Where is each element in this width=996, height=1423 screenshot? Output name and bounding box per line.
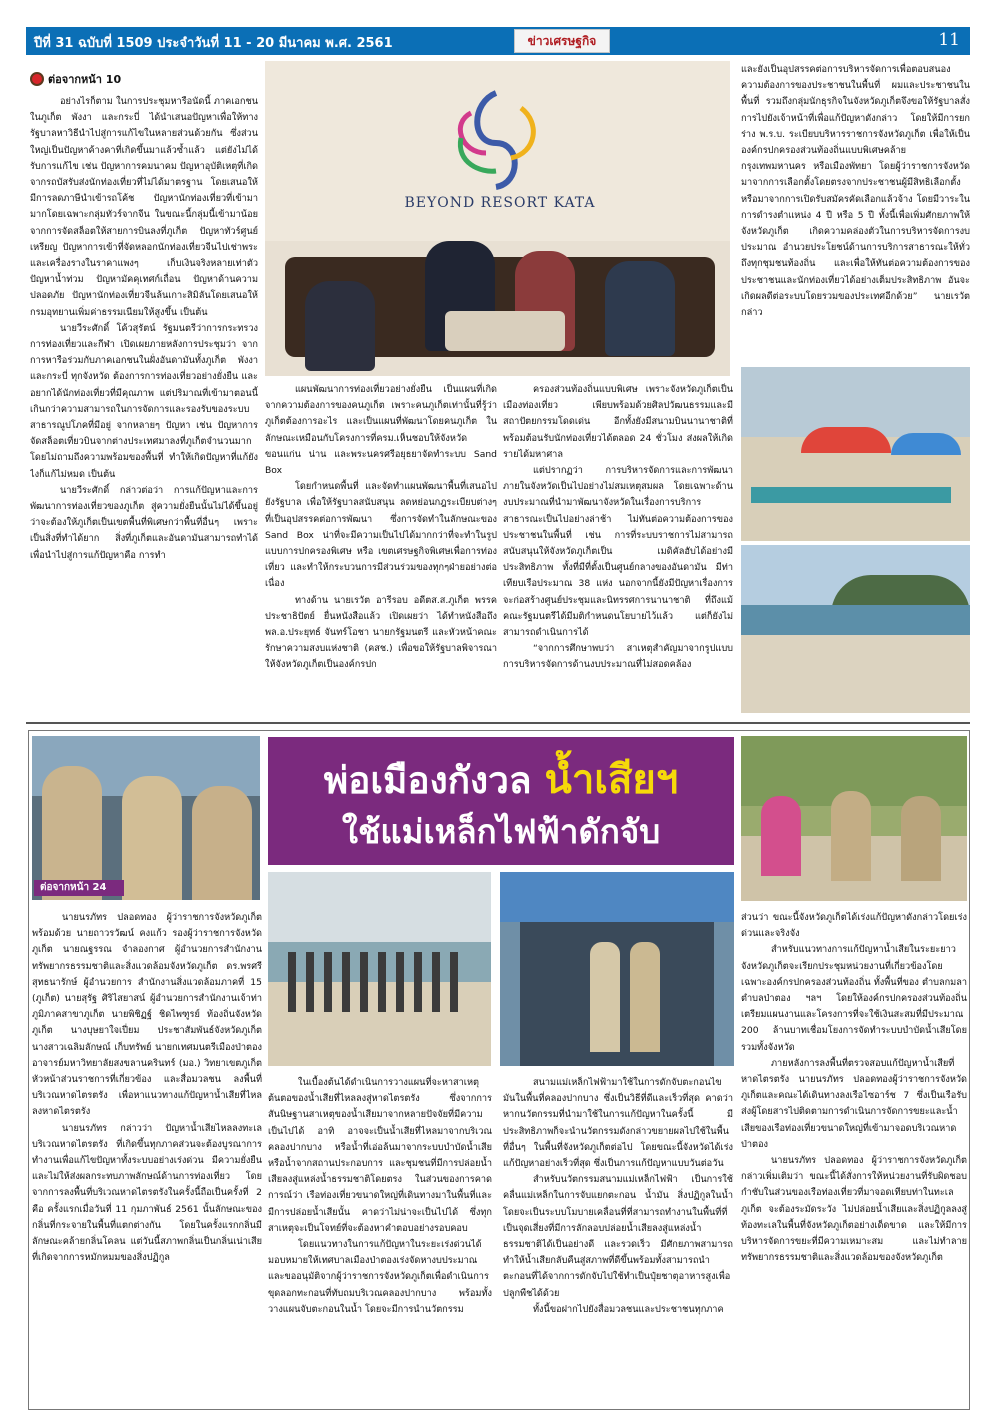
page-header-bar [26,27,970,55]
paragraph: สนามแม่เหล็กไฟฟ้ามาใช้ในการดักจับตะกอนไขมันในพื้นที่คลองปากบาง ซึ่งเป็นวิธีที่ดีและเร็วที่สุด คาดว่าหากนวัตกรรมที่นำมาใช้ในการแก้ปัญหาในครั้งนี้ มีประสิทธิภาพก็จะนำนวัตกรรมดังกล่าวขยายผลไปใช้ในพื้นที่อื่นๆ ในพื้นที่จังหวัดภูเก็ตต่อไป โดยขณะนี้จังหวัดได้เร่งแก้ปัญหาอย่างเร็วที่สุด ซึ่งเป็นการแก้ปัญหาแบบวันต่อวัน [503,1077,733,1170]
paragraph: ทางด้าน นายเรวัต อารีรอบ อดีตส.ส.ภูเก็ต พรรคประชาธิปัตย์ ยื่นหนังสือแล้ว เปิดเผยว่า ได้ทำหนังสือถึงพล.อ.ประยุทธ์ จันทร์โอชา นายกรัฐมนตรี และหัวหน้าคณะรักษาความสงบแห่งชาติ (คสช.) เพื่อขอให้รัฐบาลพิจารณาให้จังหวัดภูเก็ตเป็นองค์กรปก [265,594,497,671]
paragraph: นายนรภัทร กล่าวว่า ปัญหาน้ำเสียไหลลงทะเลบริเวณหาดไตรตรัง ที่เกิดขึ้นทุกภาคส่วนจะต้องบูรณาการทำงานเพื่อแก้ไขปัญหาทั้งระบบอย่างเร่งด่วน มีความยั่งยืน และไม่ให้ส่งผลกระทบภาพลักษณ์ด้านการท่องเที่ยว โดยจากการลงพื้นที่บริเวณหาดไตรตรังในครั้งนี้ถือเป็นครั้งที่ 2 คือ ครั้งแรกเมื่อวันที่ 11 กุมภาพันธ์ 2561 นั้นลักษณะของกลิ่นที่กระจายในพื้นที่แตกต่างกัน โดยในครั้งแรกกลิ่นมีลักษณะคล้ายกลิ่นโคลน แต่วันนี้สภาพกลิ่นเป็นกลิ่นเน่าเสียที่เกิดจากการหมักหมมของสิ่งปฏิกูล [32,1122,262,1264]
paragraph: สำหรับแนวทางการแก้ปัญหาน้ำเสียในระยะยาวจังหวัดภูเก็ตจะเรียกประชุมหน่วยงานที่เกี่ยวข้องโดยเฉพาะองค์กรปกครองส่วนท้องถิ่น ทั้งพื้นที่ของ ตำบลกมลา ตำบลป่าตอง ฯลฯ โดยให้องค์กรปกครองส่วนท้องถิ่น เตรียมแผนงานและโครงการที่จะใช้เงินสะสมที่มีประมาณ 200 ล้านบาทเชื่อมโยงการจัดทำระบบบำบัดน้ำเสียโดยรวมทั้งจังหวัด [741,944,967,1053]
headline-accent: น้ำเสียฯ [544,757,679,803]
headline-text: พ่อเมืองกังวล [323,759,532,802]
pier-walkway-photo [500,872,734,1066]
article-column-1 [30,94,258,714]
beach-umbrellas-photo [741,367,970,541]
article-column-4 [741,62,970,362]
masthead-logo-text: ข่าวเศรษฐกิจ [527,34,597,48]
officials-on-boat-photo [32,736,260,900]
feature-column-3 [503,1075,733,1406]
paragraph: สำหรับนวัตกรรมสนามแม่เหล็กไฟฟ้า เป็นการใช้คลื่นแม่เหล็กในการจับแยกตะกอน น้ำมัน สิ่งปฏิกูลในน้ำ โดยจะเป็นระบบโมบายเคลื่อนที่ที่สามารถทำงานในพื้นที่ที่เป็นจุดเสี่ยงที่มีการลักลอบปล่อยน้ำเสียลงสู่แหล่งน้ำธรรมชาติได้เป็นอย่างดี และรวดเร็ว มีศักยภาพสามารถทำให้น้ำเสียกลับคืนสู่สภาพที่ดีขึ้นพร้อมทั้งสามารถนำตะกอนที่ได้จากการดักจับไปใช้ทำเป็นปุ๋ยชาตุอาหารสูงเพื่อปลูกพืชได้ด้วย [503,1174,733,1299]
feature-column-4 [741,910,967,1406]
issue-line: ปีที่ 31 ฉบับที่ 1509 ประจำวันที่ 11 - 20 มีนาคม พ.ศ. 2561 [34,36,393,51]
continued-label: ต่อจากหน้า 10 [48,72,122,86]
article-column-2 [265,382,497,714]
masthead-logo [514,29,610,53]
bullet-icon [30,72,44,86]
article-column-3 [503,382,733,714]
paragraph: ในเบื้องต้นได้ดำเนินการวางแผนที่จะหาสาเหตุต้นตอของน้ำเสียที่ไหลลงสู่หาดไตรตรัง ซึ่งจากการสันนิษฐานสาเหตุของน้ำเสียมาจากหลายปัจจัยที่มีความเป็นไปได้ อาทิ อาจจะเป็นน้ำเสียที่ไหลมาจากบริเวณคลองปากบาง หรือน้ำที่เอ่อล้นมาจากระบบบำบัดน้ำเสีย หรือน้ำจากสถานประกอบการ และชุมชนที่มีการปล่อยน้ำเสียลงสู่แหล่งน้ำธรรมชาติโดยตรง ในส่วนของการคาดการณ์ว่า เรือท่องเที่ยวขนาดใหญ่ที่เดินทางมาในพื้นที่และมีการปล่อยน้ำเสียนั้น คาดว่าไม่น่าจะเป็นไปได้ ซึ่งทุกสาเหตุจะเป็นโจทย์ที่จะต้องหาคำตอบอย่างรอบคอบ [268,1077,492,1234]
feature-headline [268,737,734,865]
paragraph: อย่างไรก็ตาม ในการประชุมหารือนัดนี้ ภาคเอกชนในภูเก็ต พังงา และกระบี่ ได้นำเสนอปัญหาเพื่อให้ทางรัฐบาลหาวิธีนำไปสู่การแก้ไขในหลายส่วนด้วยกัน ซึ่งส่วนใหญ่เป็นปัญหาค้างคาที่เกิดขึ้นมาแล้วซ้ำแล้ว แต่ยังไม่ได้รับการแก้ไข เช่น ปัญหาการคมนาคม ปัญหาอุบัติเหตุที่เกิดจากรถบัสรับส่งนักท่องเที่ยวที่ไม่ได้มาตรฐาน โดยเสนอให้มีการลดภาษีนำเข้ารถโค้ช ปัญหานักท่องเที่ยวที่เข้ามามากโดยเฉพาะกลุ่มทัวร์จากจีน ในขณะนี้กลุ่มนี้เข้ามาน้อยจากการจัดสล็อตให้สายการบินลงที่ภูเก็ต ปัญหาทัวร์ศูนย์เหรียญ ปัญหาการเข้าที่จัดหลอกนักท่องเที่ยวจีนไปเช่าพระ และเครื่องรางในราคาแพงๆ เก็บเงินจริงหลายเท่าตัว ปัญหาน้ำท่วม ปัญหามัคคุเทศก์เถื่อน ปัญหาด้านความปลอดภัย ปัญหานักท่องเที่ยวจีนล้นเกาะสิมิลันโดยเสนอให้กรมอุทยานเพิ่มค่าธรรมเนียมให้สูงขึ้น เป็นต้น [30,96,258,318]
paragraph: นายนรภัทร ปลอดทอง ผู้ว่าราชการจังหวัดภูเก็ต พร้อมด้วย นายถาวรวัฒน์ คงแก้ว รองผู้ว่าราชการจังหวัดภูเก็ต นายณฐรรณ จำลองกาศ ผู้อำนวยการสำนักงานทรัพยากรธรรมชาติและสิ่งแวดล้อมจังหวัดภูเก็ต ดร.พรศรี สุทธนารักษ์ ผู้อำนวยการ สำนักงานสิ่งแวดล้อมภาคที่ 15 (ภูเก็ต) นายสุรัฐ ศิริไสยาสน์ ผู้อำนวยการสำนักงานเจ้าท่า ภูมิภาคสาขาภูเก็ต นายพิชิฏฐ์ ชิดไพฑูรย์ ท้องถิ่นจังหวัดภูเก็ต นางบุษยาใจเปี่ยม ประชาสัมพันธ์จังหวัดภูเก็ต นางสาวเฉลิมลักษณ์ เก็บทรัพย์ นายกเทศมนตรีเมืองป่าตอง อาจารย์มหาวิทยาลัยสงขลานครินทร์ (มอ.) วิทยาเขตภูเก็ต หัวหน้าส่วนราชการที่เกี่ยวข้อง และสื่อมวลชน ลงพื้นที่บริเวณหาดไตรตรัง เพื่อหาแนวทางแก้ปัญหาน้ำเสียที่ไหลลงหาดไตรตรัง [32,912,262,1118]
resort-logo-text: BEYOND RESORT KATA [404,195,596,211]
paragraph: โดยกำหนดพื้นที่ และจัดทำแผนพัฒนาพื้นที่เสนอไปยังรัฐบาล เพื่อให้รัฐบาลสนับสนุน ลดหย่อนกฎระเบียบต่างๆ ที่เป็นอุปสรรคต่อการพัฒนา ซึ่งการจัดทำในลักษณะของ Sand Box น่าที่จะมีความเป็นไปได้มากกว่าที่จะทำในรูปแบบการปกครองพิเศษ หรือ เขตเศรษฐกิจพิเศษเพื่อการท่องเที่ยว และทำให้กระบวนการมีส่วนร่วมของทุกๆฝ่ายอย่างต่อเนื่อง [265,481,497,590]
crowded-beach-photo [741,545,970,713]
paragraph: ครองส่วนท้องถิ่นแบบพิเศษ เพราะจังหวัดภูเก็ตเป็นเมืองท่องเที่ยว เพียบพร้อมด้วยศิลปวัฒนธรรมและมีสถาปัตยกรรมโดดเด่น อีกทั้งยังมีสนามบินนานาชาติที่พร้อมต้อนรับนักท่องเที่ยวได้ตลอด 24 ชั่วโมง ส่งผลให้เกิดรายได้มหาศาล [503,384,733,460]
resort-logo-icon [441,83,551,193]
continued-tag: ต่อจากหน้า 24 [34,880,124,896]
paragraph: นายวีระศักดิ์ กล่าวต่อว่า การแก้ปัญหาและการพัฒนาการท่องเที่ยวของภูเก็ต สู่ความยั่งยืนนั้นไม่ได้ขึ้นอยู่ว่าจะต้องให้ภูเก็ตเป็นเขตพื้นที่พิเศษกว่าพื้นที่อื่นๆ เพราะเป็นสิ่งที่ทำได้ยาก สิ่งที่ภูเก็ตและอันดามันสามารถทำได้เพื่อนำไปสู่การแก้ปัญหาคือ การทำ [30,484,258,561]
resort-meeting-photo [265,61,730,376]
paragraph: ส่วนว่า ขณะนี้จังหวัดภูเก็ตได้เร่งแก้ปัญหาดังกล่าวโดยเร่งด่วนและจริงจัง [741,912,967,940]
site-inspection-photo [741,736,967,901]
paragraph: โดยแนวทางในการแก้ปัญหาในระยะเร่งด่วนได้มอบหมายให้เทศบาลเมืองป่าตองเร่งจัดหางบประมาณ และขออนุมัติจากผู้ว่าราชการจังหวัดภูเก็ตเพื่อดำเนินการขุดลอกทะกอนที่ทับถมบริเวณคลองปากบาง พร้อมทั้งวางแผนจับตะกอนในน้ำ โดยจะมีการนำนวัตกรรม [268,1239,492,1315]
headline-line-1 [268,747,734,811]
shore-inspection-photo [268,872,491,1066]
paragraph: นายวีระศักดิ์ โค้วสุรัตน์ รัฐมนตรีว่าการกระทรวงการท่องเที่ยวและกีฬา เปิดเผยภายหลังการประชุมว่า จากการหารือร่วมกับภาคเอกชนในฝั่งอันดามันทั้งภูเก็ต พังงา และกระบี่ ทุกจังหวัด ต้องการการท่องเที่ยวอย่างยั่งยืน และอยากได้นักท่องเที่ยวที่มีคุณภาพ แต่ปริมาณที่เข้ามาตอนนี้เกินกว่าความสามารถในการจัดการและรองรับของระบบสาธารณูปโภคที่มีอยู่ จากหลายๆ ปัญหา เช่น ปัญหาการจัดสล็อตเที่ยวบินจากต่างประเทศมาลงที่ภูเก็ตจำนวนมาก โดยไม่ถามถึงความพร้อมของพื้นที่ ทำให้เกิดปัญหาที่แก้ยังไงก็แก้ไม่หมด เป็นต้น [30,322,258,480]
continued-badge [30,68,121,88]
paragraph: นายนรภัทร ปลอดทอง ผู้ว่าราชการจังหวัดภูเก็ต กล่าวเพิ่มเติมว่า ขณะนี้ได้สั่งการให้หน่วยงานที่รับผิดชอบกำชับในส่วนของเรือท่องเที่ยวที่มาจอดเทียบท่าในทะเลภูเก็ต จะต้องระมัดระวัง ไม่ปล่อยน้ำเสียและสิ่งปฏิกูลลงสู่ท้องทะเลในพื้นที่จังหวัดภูเก็ตอย่างเด็ดขาด และให้มีการบริหารจัดการขยะที่มีความเหมาะสม และไม่ทำลายทรัพยากรธรรมชาติและสิ่งแวดล้อมของจังหวัดภูเก็ต [741,1155,967,1264]
headline-line-2: ใช้แม่เหล็กไฟฟ้าดักจับ [341,812,661,851]
feature-column-2 [268,1075,492,1406]
paragraph: และยังเป็นอุปสรรคต่อการบริหารจัดการเพื่อตอบสนองความต้องการของประชาชนในพื้นที่ ผมและประชาชนในพื้นที่ รวมถึงกลุ่มนักธุรกิจในจังหวัดภูเก็ตจึงขอให้รัฐบาลสั่งการไปยังเจ้าหน้าที่เพื่อแก้ปัญหาดังกล่าว โดยให้มีการยกร่าง พ.ร.บ. ระเบียบบริหารราชการจังหวัดภูเก็ต เพื่อให้เป็นองค์กรปกครองส่วนท้องถิ่นแบบพิเศษคล้ายกรุงเทพมหานคร หรือเมืองพัทยา โดยผู้ว่าราชการจังหวัดมาจากการเลือกตั้งโดยตรงจากประชาชนผู้มีสิทธิเลือกตั้ง หรือมาจากการเปิดรับสมัครคัดเลือกแล้วจ้าง โดยมีวาระในการดำรงตำแหน่ง 4 ปี หรือ 5 ปี ทั้งนี้เพื่อเพิ่มศักยภาพให้จังหวัดภูเก็ต เกิดความคล่องตัวในการบริหารจัดการงบประมาณ อำนวยประโยชน์ด้านการบริการสาธารณะให้ทั่วถึงทุกชุมชนท้องถิ่น และเพื่อให้ทันต่อความต้องการของประชาชนและนักท่องเที่ยวได้อย่างเต็มประสิทธิภาพ อันจะเกิดผลดีต่อระบบโดยรวมของประเทศอีกด้วย” นายเรวัตกล่าว [741,64,970,319]
paragraph: “จากการศึกษาพบว่า สาเหตุสำคัญมาจากรูปแบบการบริหารจัดการด้านงบประมาณที่ไม่สอดคล้อง [503,643,733,671]
paragraph: แผนพัฒนาการท่องเที่ยวอย่างยั่งยืน เป็นแผนที่เกิดจากความต้องการของคนภูเก็ต เพราะคนภูเก็ตเท่านั้นที่รู้ว่าภูเก็ตต้องการอะไร และเป็นแผนที่พัฒนาโดยคนภูเก็ต ในลักษณะเหมือนกับโครงการที่ครม.เห็นชอบให้จังหวัดขอนแก่น น่าน และพระนครศรีอยุธยาจัดทำระบบ Sand Box [265,384,497,477]
paragraph: แต่ปรากฏว่า การบริหารจัดการและการพัฒนาภายในจังหวัดเป็นไปอย่างไม่สมเหตุสมผล โดยเฉพาะด้านงบประมาณที่นำมาพัฒนาจังหวัดในเรื่องการบริการสาธารณะเป็นไปอย่างล่าช้า ไม่ทันต่อความต้องการของประชาชนในพื้นที่ เช่น การที่ระบบราชการไม่สามารถสนับสนุนให้จังหวัดภูเก็ตเป็น เมดิคัลฮับได้อย่างมีประสิทธิภาพ ทั้งที่มีที่ตั้งเป็นศูนย์กลางของอันดามัน มีท่าเทียบเรือประมาณ 38 แห่ง นอกจากนี้ยังมีปัญหาเรื่องการจะก่อสร้างศูนย์ประชุมและนิทรรศการนานาชาติ ที่ถึงแม้คณะรัฐมนตรีได้มีมติกำหนดนโยบายไว้แล้ว แต่ก็ยังไม่สามารถดำเนินการได้ [503,465,733,639]
page-number: 11 [938,30,960,50]
section-divider [26,722,970,724]
feature-column-1 [32,910,262,1406]
paragraph: ภายหลังการลงพื้นที่ตรวจสอบแก้ปัญหาน้ำเสียที่หาดไตรตรัง นายนรภัทร ปลอดทองผู้ว่าราชการจังหวัดภูเก็ตและคณะได้เดินทางลงเรือไซอาร์ช 7 ซึ่งเป็นเรือรับส่งผู้โดยสารไปติดตามการดำเนินการจัดการขยะและน้ำเสียของเรือท่องเที่ยวขนาดใหญ่ที่เข้ามาจอดบริเวณหาดป่าตอง [741,1057,967,1150]
paragraph: ทั้งนี้ขอฝากไปยังสื่อมวลชนและประชาชนทุกภาค [533,1303,724,1315]
